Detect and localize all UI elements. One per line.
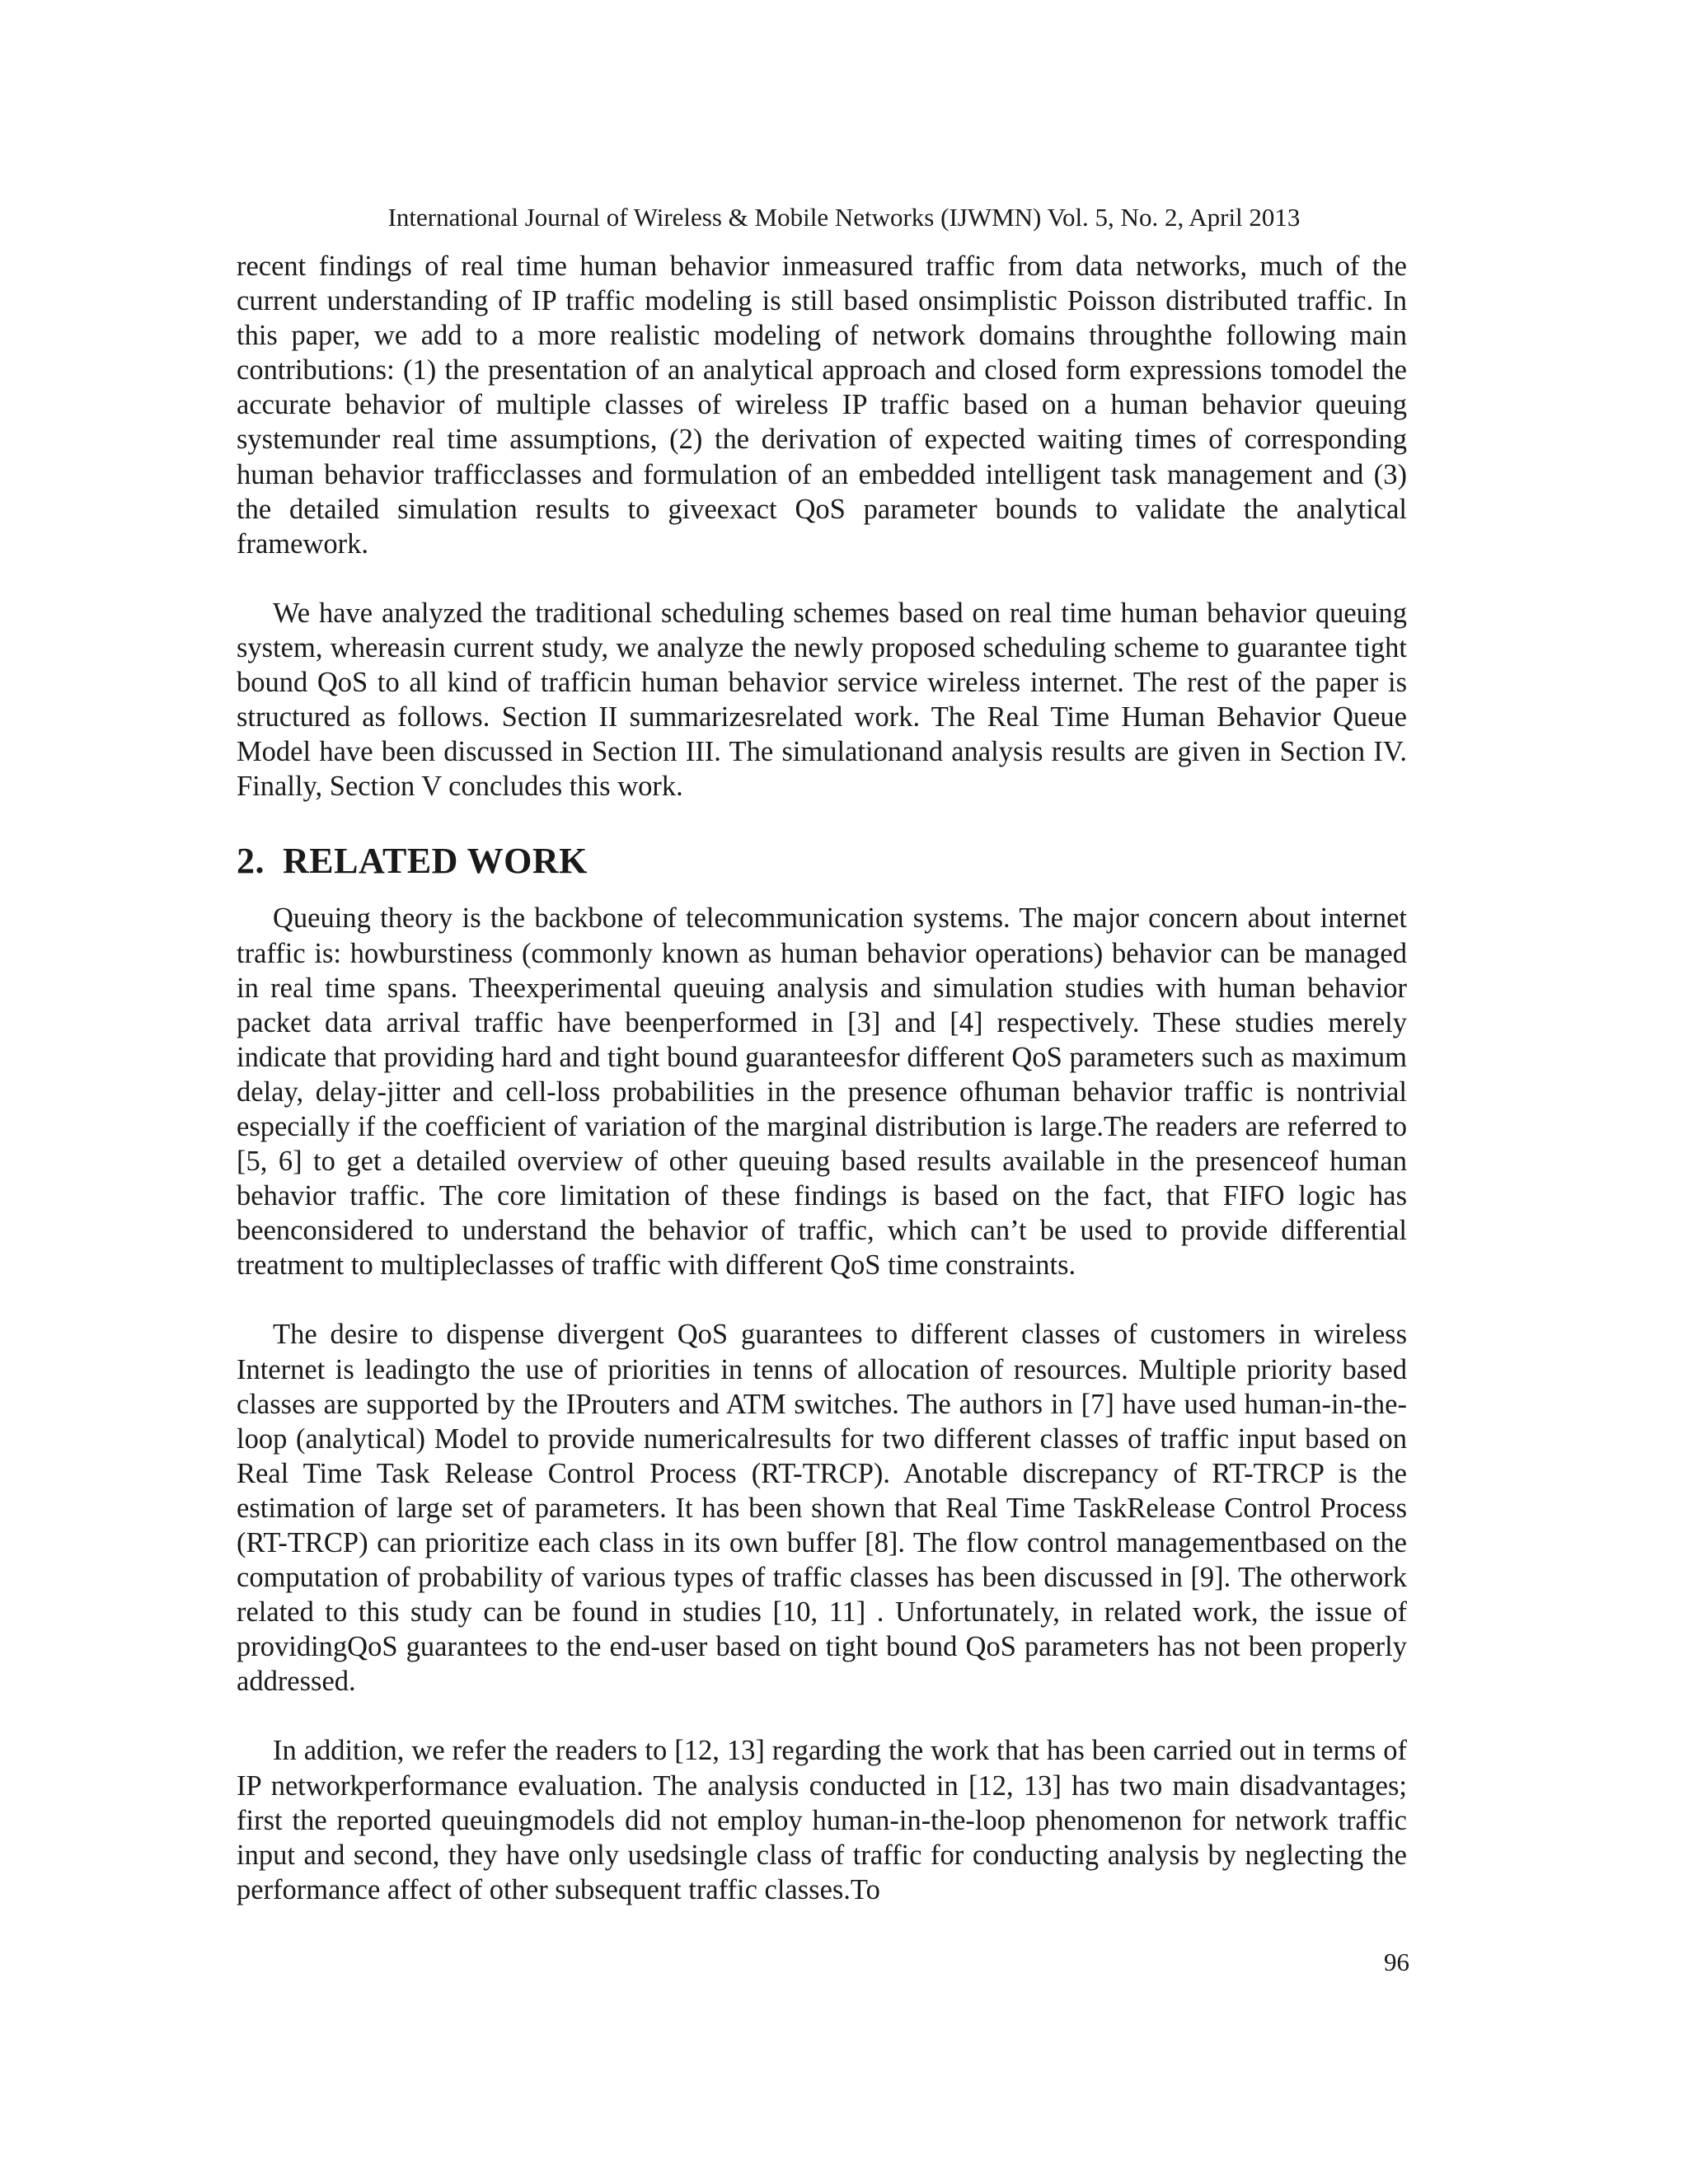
related-work-paragraph-3: In addition, we refer the readers to [12, 13] regarding the work that has been carried out in terms of IP networkperformance evaluation. The analysis conducted in [12, 13] has two main disadvantages; first the reported queuingmodels did not employ human-in-the-loop phenomenon for network traffic input and second, they have only usedsingle class of traffic for conducting analysis by neglecting the performance affect of other subsequent traffic classes.To: [237, 1735, 1407, 1905]
related-work-paragraph-2: The desire to dispense divergent QoS guarantees to different classes of customers in wireless Internet is leadingto the use of priorities in tenns of allocation of resources. Multiple priority based classes are supported by the IProuters and ATM switches. The authors in [7] have used human-in-the-loop (analytical) Model to provide numericalresults for two different classes of traffic input based on Real Time Task Release Control Process (RT-TRCP). Anotable discrepancy of RT-TRCP is the estimation of large set of parameters. It has been shown that Real Time TaskRelease Control Process (RT-TRCP) can prioritize each class in its own buffer [8]. The flow control managementbased on the computation of probability of various types of traffic classes has been discussed in [9]. The otherwork related to this study can be found in studies [10, 11] . Unfortunately, in related work, the issue of providingQoS guarantees to the end-user based on tight bound QoS parameters has not been properly addressed.: [237, 1319, 1407, 1698]
intro-paragraph-continuation: recent findings of real time human behavior inmeasured traffic from data networks, much of the current understanding of IP traffic modeling is still based onsimplistic Poisson distributed traffic. In this paper, we add to a more realistic modeling of network domains throughthe following main contributions: (1) the presentation of an analytical approach and closed form expressions tomodel the accurate behavior of multiple classes of wireless IP traffic based on a human behavior queuing systemunder real time assumptions, (2) the derivation of expected waiting times of corresponding human behavior trafficclasses and formulation of an embedded intelligent task management and (3) the detailed simulation results to giveexact QoS parameter bounds to validate the analytical framework.: [237, 251, 1407, 560]
section-number: 2.: [237, 841, 265, 882]
page-body: [237, 249, 1407, 1907]
related-work-paragraph-1: Queuing theory is the backbone of telecommunication systems. The major concern about internet traffic is: howburstiness (commonly known as human behavior operations) behavior can be managed in real time spans. Theexperimental queuing analysis and simulation studies with human behavior packet data arrival traffic have beenperformed in [3] and [4] respectively. These studies merely indicate that providing hard and tight bound guaranteesfor different QoS parameters such as maximum delay, delay-jitter and cell-loss probabilities in the presence ofhuman behavior traffic is nontrivial especially if the coefficient of variation of the marginal distribution is large.The readers are referred to [5, 6] to get a detailed overview of other queuing based results available in the presenceof human behavior traffic. The core limitation of these findings is based on the fact, that FIFO logic has beenconsidered to understand the behavior of traffic, which can’t be used to provide differential treatment to multipleclasses of traffic with different QoS time constraints.: [237, 902, 1407, 1282]
page-number: 96: [1384, 1947, 1409, 1976]
intro-paragraph-outline: We have analyzed the traditional scheduling schemes based on real time human behavior queuing system, whereasin current study, we analyze the newly proposed scheduling scheme to guarantee tight bound QoS to all kind of trafficin human behavior service wireless internet. The rest of the paper is structured as follows. Section II summarizesrelated work. The Real Time Human Behavior Queue Model have been discussed in Section III. The simulationand analysis results are given in Section IV. Finally, Section V concludes this work.: [237, 597, 1407, 803]
running-header: International Journal of Wireless & Mobile Networks (IJWMN) Vol. 5, No. 2, April 2013: [387, 203, 1301, 232]
section-title: RELATED WORK: [283, 841, 588, 882]
section-heading: [237, 838, 1407, 884]
